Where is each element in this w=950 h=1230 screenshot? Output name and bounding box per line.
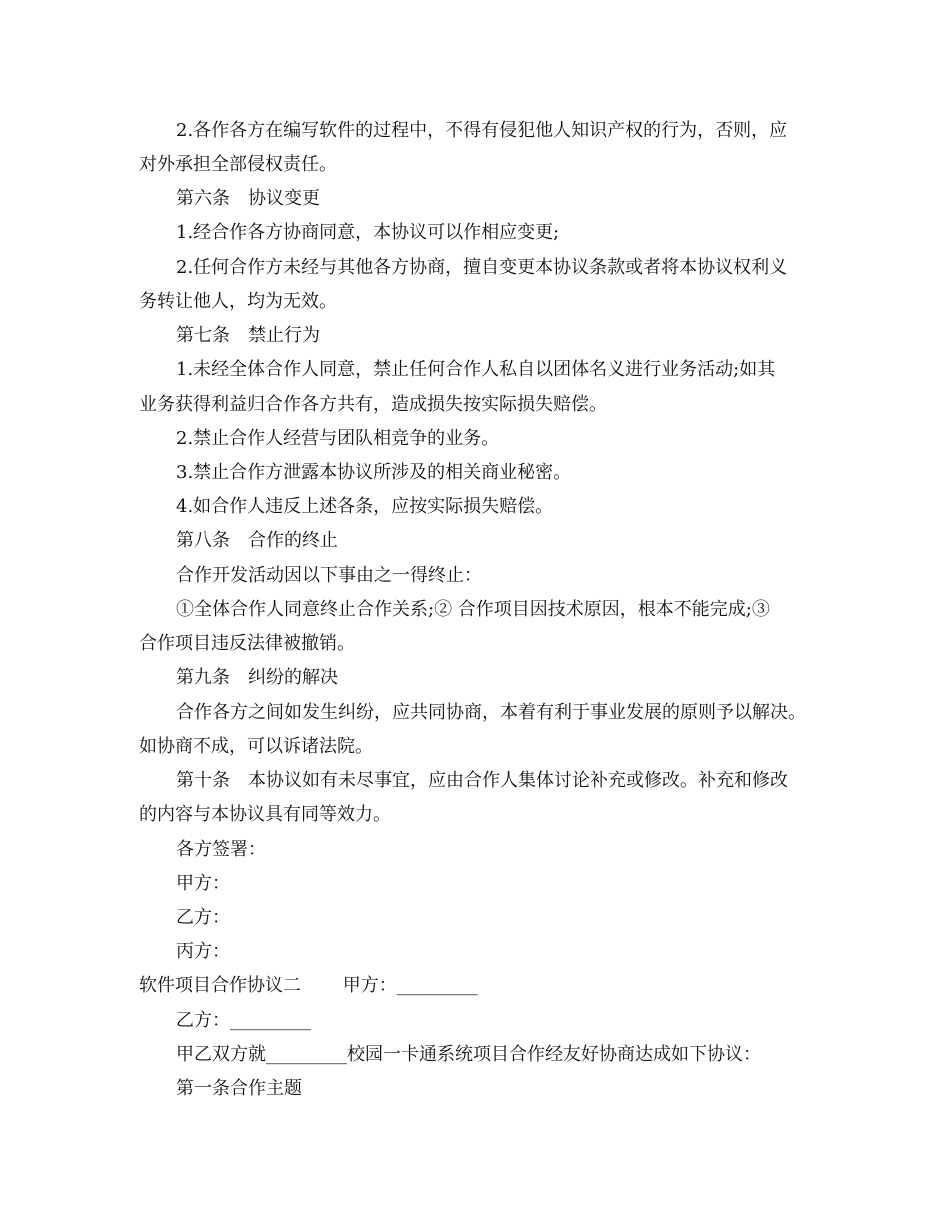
text-line: 对外承担全部侵权责任。 <box>139 154 337 175</box>
text-line: 4.如合作人违反上述各条，应按实际损失赔偿。 <box>176 496 554 517</box>
text-line: 3.禁止合作方泄露本协议所涉及的相关商业秘密。 <box>176 462 572 483</box>
text-line: 如协商不成，可以诉诸法院。 <box>139 736 373 757</box>
text-line: 1.未经全体合作人同意，禁止任何合作人私自以团体名义进行业务活动;如其 <box>176 359 776 380</box>
text-line: 2.禁止合作人经营与团队相竞争的业务。 <box>176 428 500 449</box>
text-line: 业务获得利益归合作各方共有，造成损失按实际损失赔偿。 <box>139 394 607 415</box>
section-heading: 第七条 禁止行为 <box>176 325 320 346</box>
party-b-label: 乙方： <box>176 907 230 928</box>
text-line: 的内容与本协议具有同等效力。 <box>139 804 391 825</box>
text-line: 乙方：_________ <box>176 1010 311 1031</box>
text-line: 2.任何合作方未经与其他各方协商，擅自变更本协议条款或者将本协议权利义 <box>176 257 788 278</box>
party-a-label: 甲方： <box>176 873 230 894</box>
signature-heading: 各方签署： <box>176 839 266 860</box>
text-line: 合作各方之间如发生纠纷，应共同协商，本着有利于事业发展的原则予以解决。 <box>176 702 806 723</box>
party-c-label: 丙方： <box>176 941 230 962</box>
text-line: 合作开发活动因以下事由之一得终止： <box>176 565 482 586</box>
agreement-two-title: 软件项目合作协议二 甲方：_________ <box>139 975 478 996</box>
text-line: 2.各作各方在编写软件的过程中，不得有侵犯他人知识产权的行为，否则，应 <box>176 120 788 141</box>
text-line: 甲乙双方就_________校园一卡通系统项目合作经友好协商达成如下协议： <box>176 1044 761 1065</box>
text-line: 第十条 本协议如有未尽事宜，应由合作人集体讨论补充或修改。补充和修改 <box>176 770 788 791</box>
section-heading: 第九条 纠纷的解决 <box>176 667 338 688</box>
text-line: 务转让他人，均为无效。 <box>139 291 337 312</box>
section-heading: 第一条合作主题 <box>176 1078 302 1099</box>
section-heading: 第六条 协议变更 <box>176 188 320 209</box>
text-line: 1.经合作各方协商同意，本协议可以作相应变更; <box>176 222 560 243</box>
text-line: ①全体合作人同意终止合作关系;② 合作项目因技术原因，根本不能完成;③ <box>176 599 770 620</box>
text-line: 合作项目违反法律被撤销。 <box>139 633 355 654</box>
section-heading: 第八条 合作的终止 <box>176 530 338 551</box>
